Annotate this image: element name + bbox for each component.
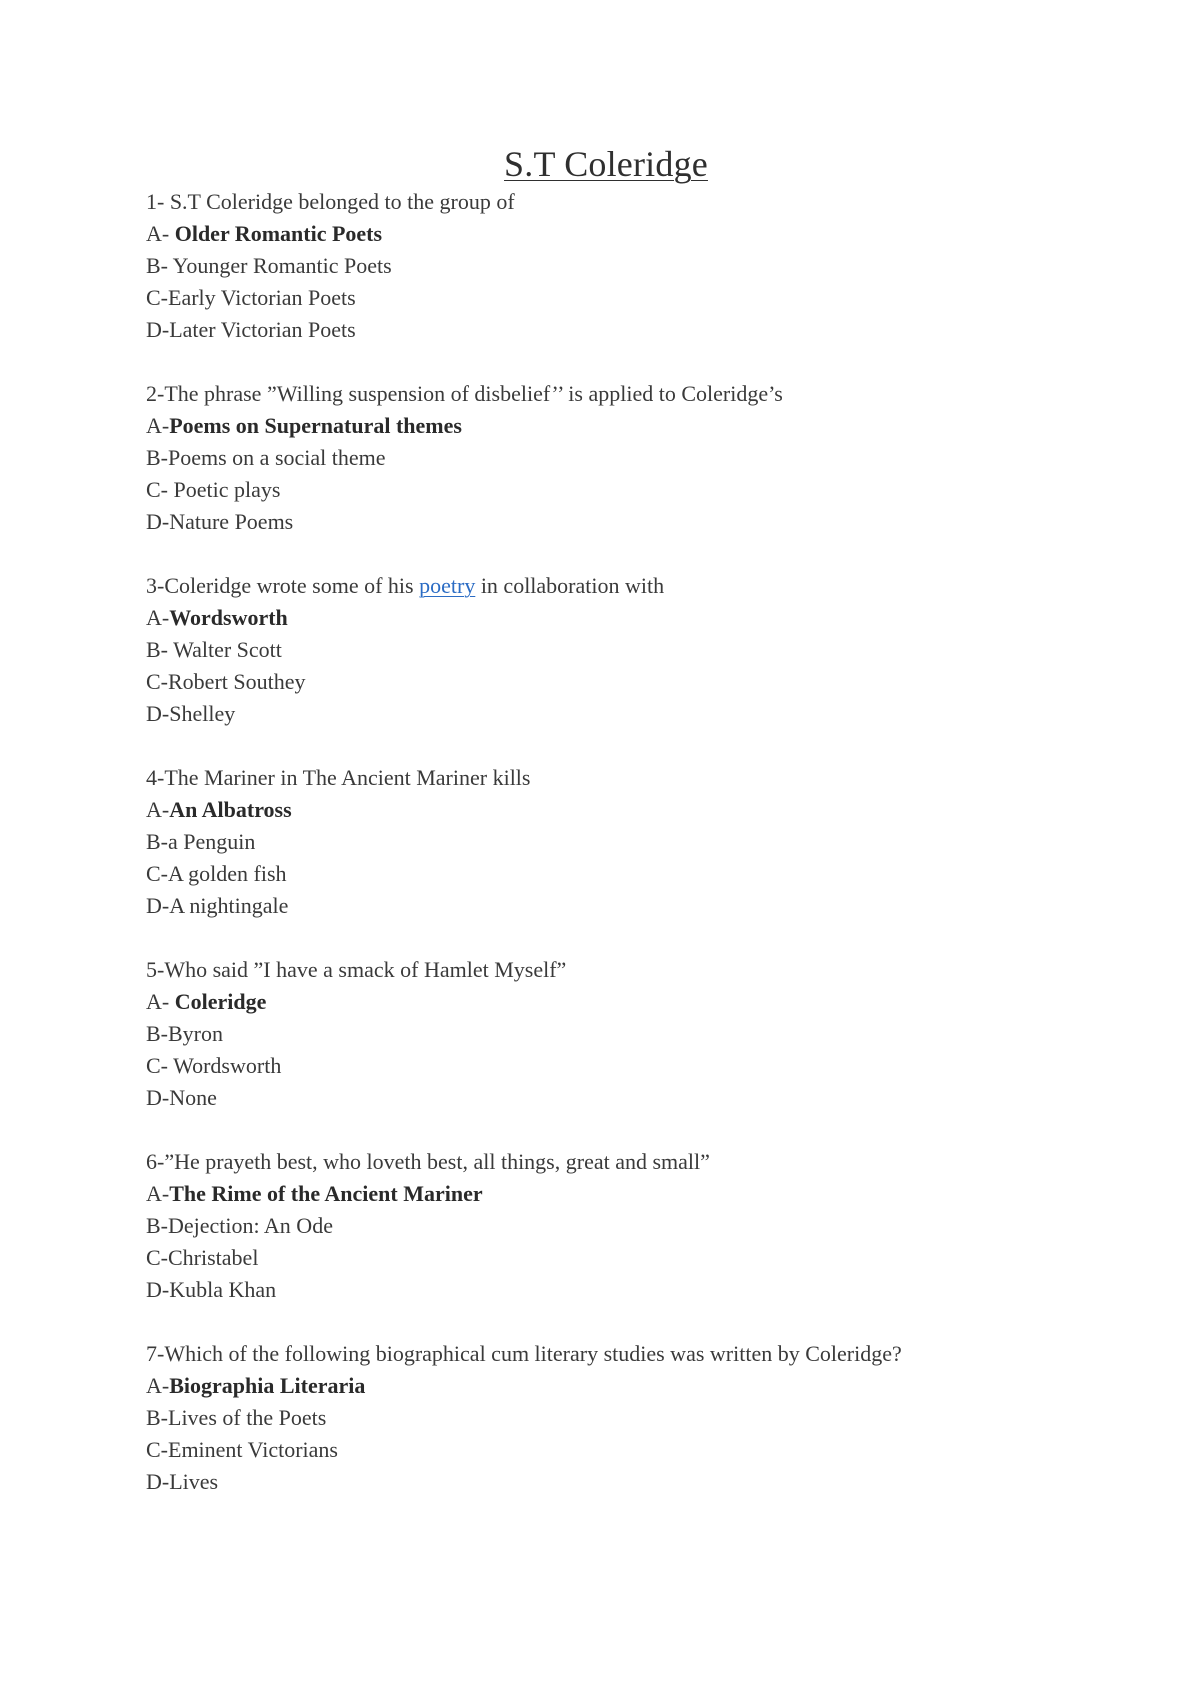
option-text: D-Shelley bbox=[146, 701, 236, 726]
question-prompt: 4-The Mariner in The Ancient Mariner kills bbox=[146, 765, 531, 790]
correct-option bbox=[146, 410, 1066, 442]
option-text: D-Kubla Khan bbox=[146, 1277, 277, 1302]
prompt-text-before: 3-Coleridge wrote some of his bbox=[146, 573, 420, 598]
option bbox=[146, 890, 1066, 922]
option-prefix: A- bbox=[146, 797, 170, 822]
option-text: D-None bbox=[146, 1085, 217, 1110]
option-prefix: A- bbox=[146, 605, 170, 630]
option bbox=[146, 250, 1066, 282]
option bbox=[146, 474, 1066, 506]
question-prompt: 6-”He prayeth best, who loveth best, all things, great and small” bbox=[146, 1149, 710, 1174]
poetry-link[interactable]: poetry bbox=[419, 573, 476, 598]
answer-text: The Rime of the Ancient Mariner bbox=[169, 1181, 483, 1206]
option-text: B-Byron bbox=[146, 1021, 223, 1046]
question-prompt bbox=[146, 570, 1066, 602]
option bbox=[146, 1210, 1066, 1242]
question-2 bbox=[146, 378, 1066, 538]
option-text: C- Wordsworth bbox=[146, 1053, 282, 1078]
option-text: B-Lives of the Poets bbox=[146, 1405, 327, 1430]
option-text: B-Dejection: An Ode bbox=[146, 1213, 333, 1238]
question-list bbox=[146, 186, 1066, 1498]
option bbox=[146, 314, 1066, 346]
correct-option bbox=[146, 794, 1066, 826]
option-text: D-Lives bbox=[146, 1469, 219, 1494]
question-prompt: 1- S.T Coleridge belonged to the group of bbox=[146, 189, 515, 214]
option-text: B- Younger Romantic Poets bbox=[146, 253, 392, 278]
correct-option bbox=[146, 1178, 1066, 1210]
question-6 bbox=[146, 1146, 1066, 1306]
answer-text: Wordsworth bbox=[169, 605, 288, 630]
question-3 bbox=[146, 570, 1066, 730]
option bbox=[146, 506, 1066, 538]
option-text: B-Poems on a social theme bbox=[146, 445, 386, 470]
option bbox=[146, 1018, 1066, 1050]
answer-text: Poems on Supernatural themes bbox=[169, 413, 462, 438]
option-prefix: A- bbox=[146, 1373, 170, 1398]
answer-text: An Albatross bbox=[169, 797, 292, 822]
option bbox=[146, 858, 1066, 890]
option bbox=[146, 1050, 1066, 1082]
option-text: C-A golden fish bbox=[146, 861, 287, 886]
option-text: C-Christabel bbox=[146, 1245, 259, 1270]
option bbox=[146, 282, 1066, 314]
option bbox=[146, 1082, 1066, 1114]
option bbox=[146, 442, 1066, 474]
option bbox=[146, 1402, 1066, 1434]
option-text: D-Later Victorian Poets bbox=[146, 317, 356, 342]
question-4 bbox=[146, 762, 1066, 922]
question-5 bbox=[146, 954, 1066, 1114]
answer-text: Older Romantic Poets bbox=[174, 221, 383, 246]
question-7 bbox=[146, 1338, 1066, 1498]
option-prefix: A- bbox=[146, 413, 170, 438]
option-text: B- Walter Scott bbox=[146, 637, 282, 662]
question-prompt: 2-The phrase ”Willing suspension of disbelief’’ is applied to Coleridge’s bbox=[146, 381, 783, 406]
option bbox=[146, 1274, 1066, 1306]
document-page bbox=[146, 142, 1066, 1498]
correct-option bbox=[146, 1370, 1066, 1402]
option-text: C-Early Victorian Poets bbox=[146, 285, 356, 310]
question-prompt: 5-Who said ”I have a smack of Hamlet Myself” bbox=[146, 957, 567, 982]
option-text: B-a Penguin bbox=[146, 829, 256, 854]
option bbox=[146, 666, 1066, 698]
correct-option bbox=[146, 986, 1066, 1018]
answer-text: Biographia Literaria bbox=[169, 1373, 366, 1398]
page-title: S.T Coleridge bbox=[504, 144, 708, 184]
option-prefix: A- bbox=[146, 989, 175, 1014]
option bbox=[146, 1434, 1066, 1466]
option-prefix: A- bbox=[146, 221, 175, 246]
question-prompt: 7-Which of the following biographical cum literary studies was written by Coleridge? bbox=[146, 1341, 902, 1366]
option bbox=[146, 634, 1066, 666]
option bbox=[146, 826, 1066, 858]
option-text: C- Poetic plays bbox=[146, 477, 281, 502]
correct-option bbox=[146, 218, 1066, 250]
prompt-text-after: in collaboration with bbox=[475, 573, 665, 598]
answer-text: Coleridge bbox=[174, 989, 267, 1014]
option bbox=[146, 698, 1066, 730]
option bbox=[146, 1466, 1066, 1498]
question-1 bbox=[146, 186, 1066, 346]
option-text: D-A nightingale bbox=[146, 893, 289, 918]
option bbox=[146, 1242, 1066, 1274]
option-text: D-Nature Poems bbox=[146, 509, 294, 534]
option-text: C-Robert Southey bbox=[146, 669, 306, 694]
option-prefix: A- bbox=[146, 1181, 170, 1206]
correct-option bbox=[146, 602, 1066, 634]
option-text: C-Eminent Victorians bbox=[146, 1437, 338, 1462]
